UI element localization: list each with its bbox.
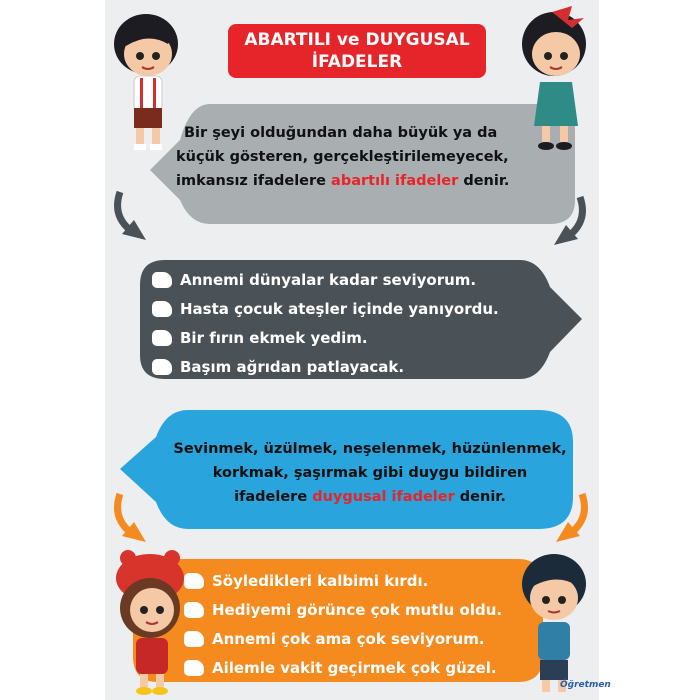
list-item xyxy=(152,294,499,323)
example-text: Ailemle vakit geçirmek çok güzel. xyxy=(212,658,497,677)
example-text: Hasta çocuk ateşler içinde yanıyordu. xyxy=(180,299,499,318)
definition-abartili-line-2: küçük gösteren, gerçekleştirilemeyecek, xyxy=(176,149,509,165)
example-text: Annemi çok ama çok seviyorum. xyxy=(212,629,485,648)
list-item xyxy=(152,265,499,294)
examples-list-abartili xyxy=(152,265,499,381)
curved-arrow-right-icon xyxy=(548,195,588,255)
example-text: Hediyemi görünce çok mutlu oldu. xyxy=(212,600,503,619)
list-item xyxy=(184,566,502,595)
highlight-term: abartılı ifadeler xyxy=(331,173,459,189)
bullet-icon xyxy=(152,272,172,288)
boy-blue-shirt-character-illustration xyxy=(512,548,596,698)
girl-red-hat-character-illustration xyxy=(108,548,192,698)
bullet-icon xyxy=(152,330,172,346)
boy-character-illustration xyxy=(108,4,186,154)
definition-abartili-line-3 xyxy=(176,169,556,193)
girl-character-illustration xyxy=(512,4,596,154)
list-item xyxy=(184,595,502,624)
curved-arrow-left-icon xyxy=(112,190,152,250)
list-item xyxy=(152,352,499,381)
definition-duygusal-line-2: korkmak, şaşırmak gibi duygu bildiren xyxy=(212,465,528,481)
definition-duygusal-line-3 xyxy=(160,485,580,509)
example-text: Söyledikleri kalbimi kırdı. xyxy=(212,571,429,590)
definition-duygusal xyxy=(160,437,580,509)
highlight-term: duygusal ifadeler xyxy=(312,489,455,505)
list-item xyxy=(184,653,502,682)
example-text: Bir fırın ekmek yedim. xyxy=(180,328,368,347)
title-line-1: ABARTILI ve DUYGUSAL xyxy=(244,30,470,50)
definition-text: imkansız ifadelere xyxy=(176,173,332,189)
example-text: Başım ağrıdan patlayacak. xyxy=(180,357,405,376)
list-item xyxy=(152,323,499,352)
page-title xyxy=(228,24,486,78)
definition-abartili-line-1: Bir şeyi olduğundan daha büyük ya da xyxy=(184,125,498,141)
examples-list-duygusal xyxy=(184,566,502,682)
list-item xyxy=(184,624,502,653)
title-line-2: İFADELER xyxy=(311,52,403,72)
curved-arrow-left-orange-icon xyxy=(112,492,152,552)
definition-abartili xyxy=(176,121,556,193)
bullet-icon xyxy=(152,359,172,375)
example-text: Annemi dünyalar kadar seviyorum. xyxy=(180,270,477,289)
definition-text: denir. xyxy=(458,173,510,189)
definition-text: ifadelere xyxy=(234,489,313,505)
definition-text: denir. xyxy=(454,489,506,505)
definition-duygusal-line-1: Sevinmek, üzülmek, neşelenmek, hüzünlenmek, xyxy=(173,441,567,457)
bullet-icon xyxy=(152,301,172,317)
publisher-logo: Öğretmen xyxy=(560,680,611,690)
